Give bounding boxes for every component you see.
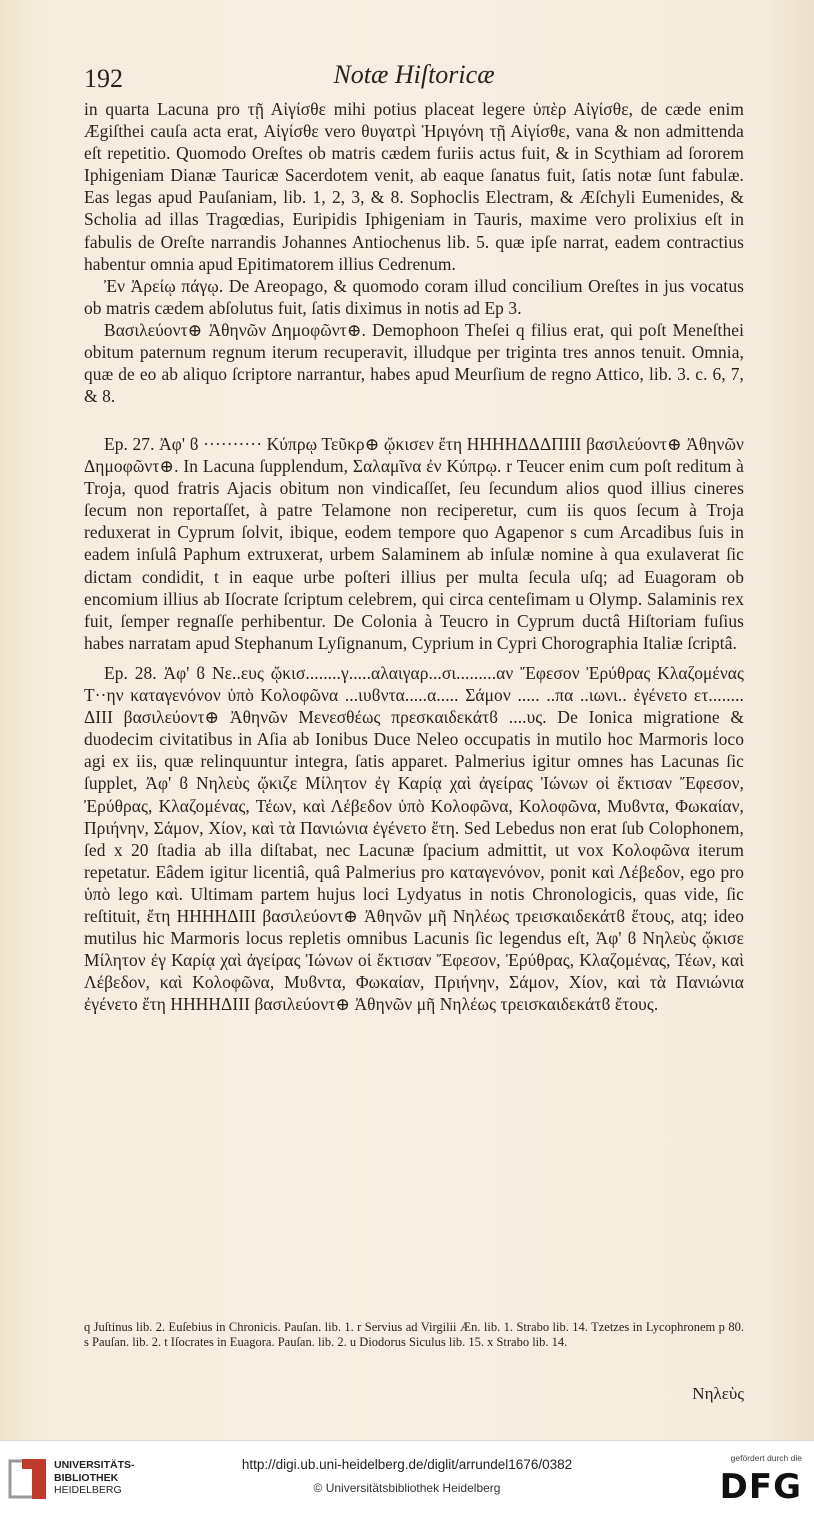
footnotes: q Juſtinus lib. 2. Euſebius in Chronicis. Pauſan. lib. 1. r Servius ad Virgilii Æn. lib. 1. Strabo lib. 14. Tzetzes in Lycophronem p 80. s Pauſan. lib. 2. t Iſocrates in Euagora. Pauſan. lib. 2. u Diodorus Siculus lib. 15. x Strabo lib. 14. bbox=[84, 1320, 744, 1349]
paragraph: Βασιλεύοντ⊕ Ἀθηνῶν Δημοφῶντ⊕. Demophoon Theſei q filius erat, qui poſt Meneſthei obitum paternum regnum iterum recuperavit, illudque per triginta tres annos tenuit. Omnia, quæ de eo ab aliquo ſcriptore narrantur, habes apud Meurſium de regno Attico, lib. 3. c. 6, 7, & 8. bbox=[84, 319, 744, 407]
funder-label: gefördert durch die bbox=[730, 1453, 802, 1463]
library-name-line: HEIDELBERG bbox=[54, 1484, 122, 1496]
dfg-logo-text: DFG bbox=[719, 1467, 802, 1507]
paragraph: Ep. 27. Ἀφ' ϐ ·········· Κύπρῳ Τεῦκρ⊕ ᾤκισεν ἔτη ΗΗΗΗΔΔΔΠΙΙΙ βασιλεύοντ⊕ Ἀθηνῶν Δημοφῶντ⊕. In Lacuna ſupplendum, Σαλαμῖνα ἐν Κύπρῳ. r Teucer enim cum poſt reditum à Troja, quod fratris Ajacis obitum non vindicaſſet, ſeu ſecundum alios quod illius cineres ſecum non reportaſſet, à patre Telamone non reciperetur, cum iis quos ſecum à Troja reduxerat in Cyprum ſolvit, ibique, eodem tempore quo Agapenor s cum Arcadibus ſuis in eadem inſulâ Paphum extruxerat, urbem Salaminem ab inſulæ nomine à qua exulaverat ſic dictam condidit, t in eaque urbe poſteri illius per multa ſecula uſq; ad Euagoram ob encomium illius ab Iſocrate ſcriptum celebrem, qui circa centeſimam u Olymp. Salaminis rex fuit, ſemper regnaſſe perhibentur. De Colonia à Teucro in Cyprum ductâ Hiſtoriam fuſius habes narratam apud Stephanum Lyſignanum, Cyprium in Cypri Chorographia Italiæ ſcriptâ. bbox=[84, 434, 744, 653]
library-name-line: BIBLIOTHEK bbox=[54, 1471, 119, 1484]
digitization-footer bbox=[0, 1440, 814, 1518]
permalink-url[interactable]: http://digi.ub.uni-heidelberg.de/diglit/arrundel1676/0382 bbox=[241, 1457, 573, 1472]
library-name-line: UNIVERSITÄTS- bbox=[54, 1459, 135, 1471]
copyright-notice: © Universitätsbibliothek Heidelberg bbox=[313, 1481, 501, 1495]
running-title: Notæ Hiſtoricæ bbox=[333, 60, 495, 89]
paragraph: Ep. 28. Ἀφ' ϐ Νε..ευς ᾤκισ........γ.....αλαιγαρ...σι.........αν Ἔφεσον Ἐρύθρας Κλαζομένας Τ··ην καταγενόνον ὑπὸ Κολοφῶνα ...ιυϐντα.....α..... Σάμον ..... ..πα ..ιωνι.. ἐγένετο ετ........ ΔΙΙΙ βασιλεύοντ⊕ Ἀθηνῶν Μενεσθέως πρεσκαιδεκάτϐ ....υς. De Ionica migratione & duodecim civitatibus in Aſia ab Ionibus Duce Neleo occupatis in mutilo hoc Marmoris loco agi ex iis, quæ relinquuntur integra, ſatis apparet. Palmerius igitur omnes has Lacunas ſic ſupplet, Ἀφ' ϐ Νηλεὺς ᾤκιζε Μίλητον ἐγ Καρίᾳ χαὶ ἀγείρας Ἰώνων οἱ ἔκτισαν Ἔφεσον, Ἐρύθρας, Κλαζομένας, Τέων, καὶ Λέβεδον ὑπὸ Κολοφῶνα, Κολοφῶνα, Μυϐντα, Φωκαίαν, Πριήνην, Σάμον, Χίον, καὶ τὰ Πανιώνια ἐγένετο ἔτη. Sed Lebedus non erat ſub Colophonem, ſed x 20 ſtadia ab illa diſtabat, nec Lacunæ ſpacium admittit, ut vox Κολοφῶνα iterum repetatur. Eâdem igitur licentiâ, quâ Palmerius pro καταγενόνον, ponit καὶ Λέβεδον, ego pro ὑπὸ lego καὶ. Ultimam partem hujus loci Lydyatus in notis Chronologicis, quas vide, ſic reſtituit, ἔτη ΗΗΗΗΔΙΙΙ βασιλεύοντ⊕ Ἀθηνῶν μῆ Νηλέως τρεισκαιδεκάτϐ ἔτους, atq; ideo mutilus hic Marmoris locus repletis omnibus Lacunis ſic legendus eſt, Ἀφ' ϐ Νηλεὺς ᾤκισε Μίλητον ἐγ Καρίᾳ χαὶ ἀγείρας Ἰώνων οἱ ἔκτισαν Ἔφεσον, Ἐρύθρας, Κλαζομένας, Τέων, καὶ Λέβεδον, καὶ Κολοφῶνα, Μυϐντα, Φωκαίαν, Πριήνην, Σάμον, Χίον, καὶ τὰ Πανιώνια ἐγένετο ἔτη ΗΗΗΗΔΙΙΙ βασιλεύοντ⊕ Ἀθηνῶν μῆ Νηλέως τρεισκαιδεκάτϐ ἔτους. bbox=[84, 662, 744, 1015]
funder-logo[interactable] bbox=[702, 1453, 802, 1509]
catchword: Νηλεὺς bbox=[692, 1384, 744, 1403]
note-section-ep26 bbox=[84, 98, 744, 407]
note-section-ep27-28 bbox=[84, 433, 744, 1015]
page-header bbox=[84, 58, 744, 98]
page-number: 192 bbox=[84, 64, 123, 93]
paragraph: in quarta Lacuna pro τῇ Αἰγίσθε mihi potius placeat legere ὑπὲρ Αἰγίσθε, de cæde enim Ægiſthei cauſa acta erat, Αἰγίσθε vero θυγατρὶ Ἠριγόνη τῇ Αἰγίσθε, vana & non admittenda eſt repetitio. Quomodo Oreſtes ob matris cædem furiis actus fuit, & in Scythiam ad ſororem Iphigeniam Dianæ Tauricæ Sacerdotem venit, ab eaque ſanatus fuit, ſatis notæ ſunt fabulæ. Eas legas apud Pauſaniam, lib. 1, 2, 3, & 8. Sophoclis Electram, & Æſchyli Eumenides, & Scholia ad illas Tragœdias, Euripidis Iphigeniam in Tauris, maxime vero prolixius eſt in fabulis de Oreſte narrandis Johannes Antiochenus lib. 5. quæ ipſe narrat, eadem contractius habentur omnia apud Epitimatorem illius Cedrenum. bbox=[84, 99, 744, 274]
paragraph: Ἐν Ἀρείῳ πάγῳ. De Areopago, & quomodo coram illud concilium Oreſtes in jus vocatus ob matris cædem abſolutus fuit, ſatis diximus in notis ad Ep 3. bbox=[84, 275, 744, 318]
